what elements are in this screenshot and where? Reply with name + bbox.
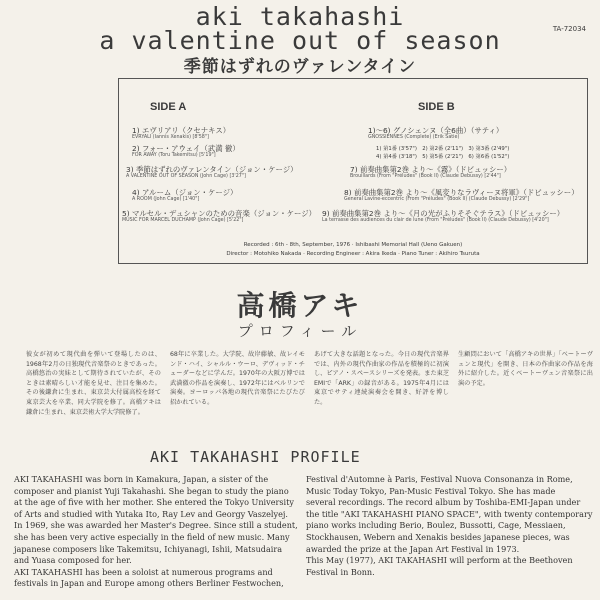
- profile-en-column-1: AKI TAKAHASHI was born in Kamakura, Japan, a sister of the composer and pianist Yuji Takahashi. She began to study the piano at the age of five with her mother. She entered the Tokyo University of Arts and studied with Yutaka Ito, Ray Lev and Georgy Vaszelyej. In 1969, she was awarded her Master's Degree. Since still a student, she has been very active especially in the field of new music. Many japanese composers like Takemitsu, Ichiyanagi, Ishii, Matsudaira and Yuasa composed for her. AKI TAKAHASHI has been a soloist at numerous programs and festivals in Japan and Europe among others Berliner Festwochen,: [14, 474, 298, 589]
- side-b-heading: SIDE B: [418, 101, 455, 113]
- profile-jp-column-2: 68年に卒業した。大学院、故岸藤敏、故レイモンド・ハイ、シャルル・ウーロ、デヴィッド・チューダーなどに学んだ。1970年の大阪万博では武満徹の作品を演奏し、1972年にはベルリンで演奏。ヨーロッパ各地の現代音楽祭にたびたび招かれている。: [170, 351, 305, 406]
- track-b9: 9) 前奏曲集第2巻 より～《月の光がふりそそぐテラス》（ドビュッシー） La terrasse des audiences du clair de lune (From "Préludes" (Book II) (Claude Debussy) [4'20"]: [322, 209, 565, 223]
- album-title-jp: 季節はずれのヴァレンタイン: [183, 57, 417, 77]
- profile-heading-en: AKI TAKAHASHI PROFILE: [150, 448, 361, 466]
- staff-credits: Director : Motohiko Nakada · Recording Engineer : Akira Ikeda · Piano Tuner : Akihiro Tsuruta: [226, 251, 480, 257]
- album-title: a valentine out of season: [99, 26, 501, 55]
- catalog-number: TA-72034: [552, 25, 586, 33]
- profile-jp-column-1: 彼女が初めて現代曲を弾いて登場したのは、1968年2月の日独現代音楽祭のときであった。高橋悠治の実妹として期待されていたが、そのときは素晴らしい才能を見せ、注目を集めた。その後鎌倉に生まれ、東京芸大付属高校を経て東京芸大を卒業、同大学院を修了。高橋アキは鎌倉に生まれ、東京芸術大学大学院修了。: [26, 351, 161, 416]
- side-a-heading: SIDE A: [150, 101, 187, 113]
- profile-jp-column-3: あげて大きな話題となった。今日の現代音楽界では、内外の現代作曲家の作品を積極的に初演し、ピアノ・スペースシリーズを発表。また東芝EMIで「ARK」の録音がある。1975年4月には東京でサティ連続演奏会を開き、好評を博した。: [314, 351, 449, 406]
- track-b8: 8) 前奏曲集第2巻 より～《風変りなラヴィーヌ将軍》（ドビュッシー） General Lavine-eccentric (From "Préludes" (Book II) (Claude Debussy) [2'29"]: [344, 188, 579, 202]
- track-a3: 3) 季節はずれのヴァレンタイン（ジョン・ケージ） A VALENTINE OUT OF SEASON (John Cage) [3'27"]: [126, 165, 298, 179]
- track-a1: 1) エヴリアリ（クセナキス） EVRYALI (Iannis Xenakis) [8'58"]: [132, 126, 231, 140]
- recording-credits: Recorded : 6th - 8th, September, 1976 · Ishibashi Memorial Hall (Ueno Gakuen): [243, 242, 463, 248]
- profile-en-column-2: Festival d'Automne à Paris, Festival Nuova Consonanza in Rome, Music Today Tokyo, Pan-Music Festival Tokyo. She has made several recordings. The record album by Toshiba-EMI-Japan under the title "AKI TAKAHASHI PIANO SPACE", with twenty contemporary piano works including Berio, Boulez, Bussotti, Cage, Messiaen, Stockhausen, Webern and Xenakis besides japanese pieces, was awarded the prize at the Japan Art Festival in 1973. This May (1977), AKI TAKAHASHI will perform at the Beethoven Festival in Bonn.: [306, 474, 593, 577]
- track-a4: 4) アルーム（ジョン・ケージ） A ROOM (John Cage) [1'40"]: [132, 188, 238, 202]
- gnossiennes-row-1: 1) 第1番 (3'57") 2) 第2番 (2'11") 3) 第3番 (2'49"): [376, 146, 510, 152]
- track-a2: 2) フォー・アウェイ（武満 徹） FOR AWAY (Toru Takemitsu) [5'19"]: [132, 144, 240, 158]
- track-a5: 5) マルセル・デュシャンのための音楽（ジョン・ケージ） MUSIC FOR MARCEL DUCHAMP (John Cage) [5'22"]: [122, 209, 317, 223]
- track-b1-6: 1)～6) グノシェンヌ（全6曲）（サティ） GNOSSIENNES (Complete) (Erik Satie): [368, 126, 504, 140]
- profile-heading-jp: プロフィール: [237, 322, 363, 340]
- track-b7: 7) 前奏曲集第2巻 より～《霧》（ドビュッシー） Brouillards (From "Préludes" (Book II) (Claude Debussy) [2'44"]: [350, 165, 512, 179]
- profile-name-jp: 高橋アキ: [236, 289, 364, 322]
- gnossiennes-row-2: 4) 第4番 (3'18") 5) 第5番 (2'21") 6) 第6番 (1'52"): [376, 154, 510, 160]
- profile-jp-column-4: 生顧問において「高橋アキの世界」「ベートーヴェンと現代」を開き、日本の作曲家の作品を海外に紹介した。近くベートーヴェン音楽祭に出演の予定。: [458, 351, 593, 387]
- artist-name: aki takahashi: [195, 2, 405, 31]
